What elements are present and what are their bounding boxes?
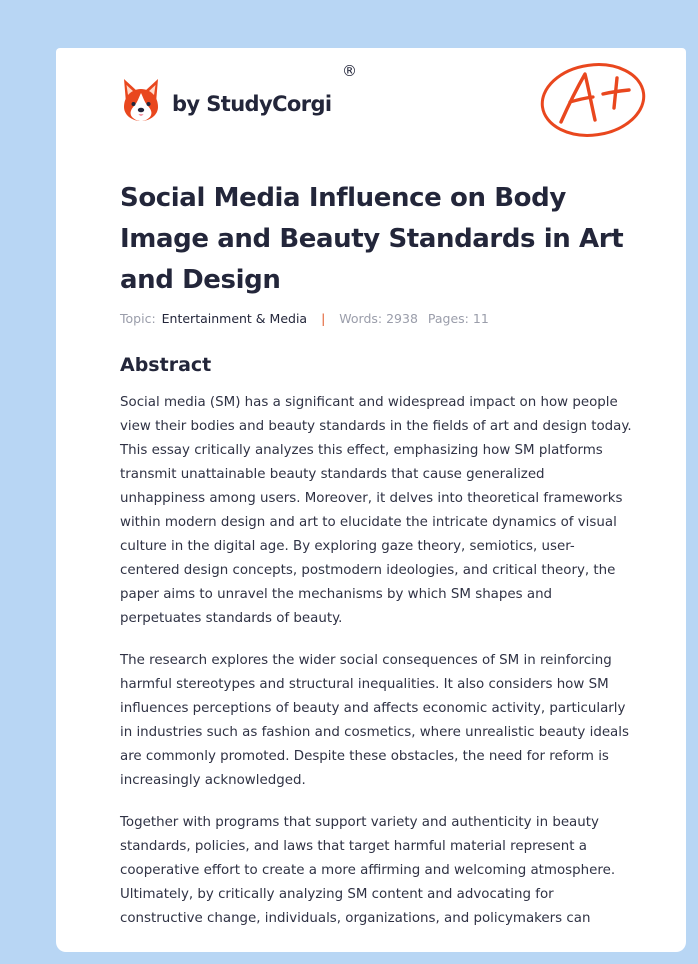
corgi-icon xyxy=(120,77,162,123)
words-label: Words: xyxy=(339,311,383,326)
document-title: Social Media Influence on Body Image and Beauty Standards in Art and Design xyxy=(120,183,624,295)
paragraph: Together with programs that support variety and authenticity in beauty standards, policies, and laws that target harmful material represent a cooperative effort to create a more affirming and welcoming atmosphere. Ultimately, by critically analyzing SM content and advocating for constructive change, individuals, organizations, and policymakers can xyxy=(120,815,616,926)
pages-label: Pages: xyxy=(427,311,469,326)
document-meta xyxy=(120,311,489,326)
a-plus-grade-icon xyxy=(539,60,649,140)
studycorgi-logo[interactable] xyxy=(120,76,332,124)
document-page xyxy=(56,48,686,952)
topic-label: Topic: xyxy=(120,311,156,326)
paragraph: The research explores the wider social consequences of SM in reinforcing harmful stereotypes and structural inequalities. It also considers how SM influences perceptions of beauty and affects economic activity, particularly in industries such as fashion and cosmetics, where unrealistic beauty ideals are commonly promoted. Despite these obstacles, the need for reform is increasingly acknowledged. xyxy=(120,653,629,788)
paragraph: Social media (SM) has a significant and widespread impact on how people view their bodies and beauty standards in the fields of art and design today. This essay critically analyzes this effect, emphasizing how SM platforms transmit unattainable beauty standards that cause generalized unhappiness among users. Moreover, it delves into theoretical frameworks within modern design and art to elucidate the intricate dynamics of visual culture in the digital age. By exploring gaze theory, semiotics, user-centered design concepts, postmodern ideologies, and critical theory, the paper aims to unravel the mechanisms by which SM shapes and perpetuates standards of beauty. xyxy=(120,395,632,626)
registered-mark: ® xyxy=(342,62,357,80)
meta-separator: | xyxy=(321,311,326,326)
abstract-heading: Abstract xyxy=(120,354,212,376)
pages-value: 11 xyxy=(472,311,489,326)
words-value: 2938 xyxy=(386,311,418,326)
abstract-body xyxy=(120,391,632,949)
topic-link[interactable]: Entertainment & Media xyxy=(161,311,308,326)
brand-name: by StudyCorgi xyxy=(172,92,332,116)
